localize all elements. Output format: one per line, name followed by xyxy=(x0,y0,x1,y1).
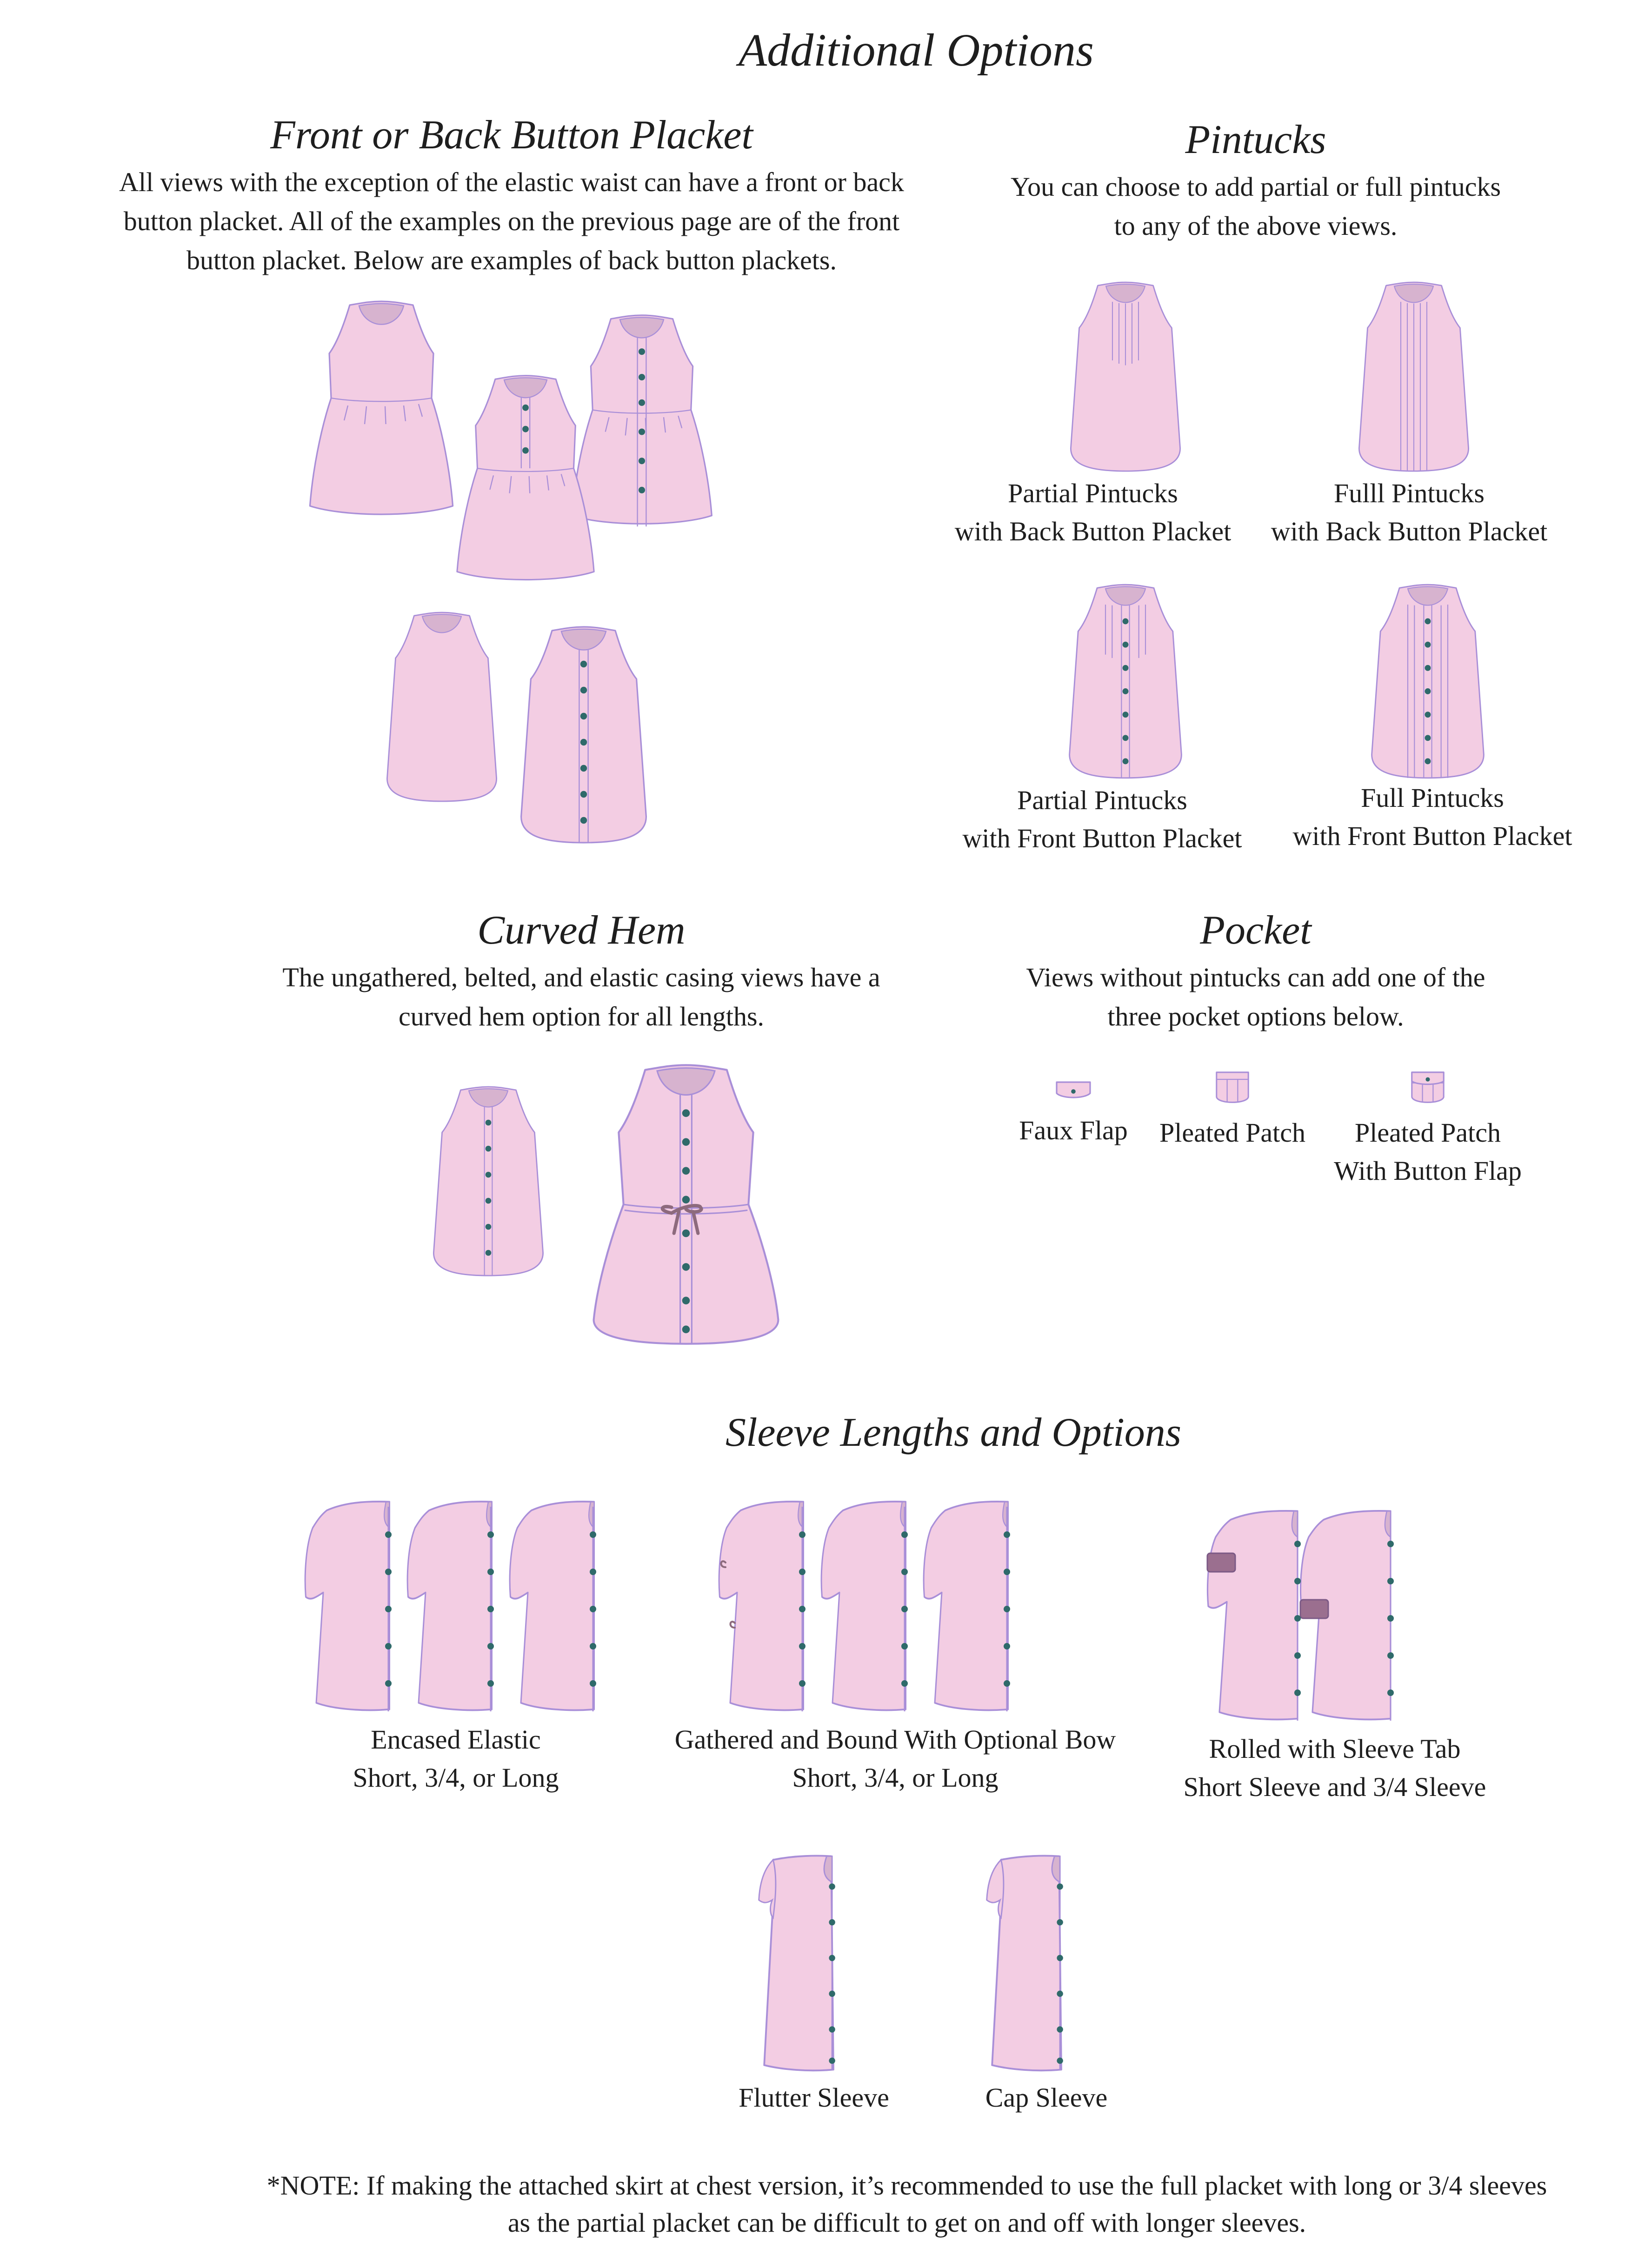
caption-cap-sleeve xyxy=(930,2079,1163,2117)
illustration-full-pintucks-back xyxy=(1325,279,1502,474)
caption-line-2: Short, 3/4, or Long xyxy=(792,1763,999,1793)
illustration-gathered-dress-back-chest xyxy=(442,372,609,586)
caption-encased-elastic xyxy=(302,1721,609,1797)
placket-text-line: All views with the exception of the elastic waist can have a front or back xyxy=(119,167,904,197)
caption-line-2: With Button Flap xyxy=(1334,1156,1522,1186)
caption-flutter-sleeve xyxy=(698,2079,930,2117)
illustration-full-pintucks-front xyxy=(1339,581,1516,781)
faux-flap-pocket-icon xyxy=(1055,1080,1092,1103)
caption-full-pintucks-back xyxy=(1246,474,1572,551)
illustration-partial-pintucks-front xyxy=(1037,581,1214,781)
caption-line-1: Faux Flap xyxy=(1019,1115,1128,1145)
placket-text-line: button placket. Below are examples of back button plackets. xyxy=(186,245,837,275)
caption-line-1: Cap Sleeve xyxy=(985,2082,1108,2113)
caption-rolled-sleeve-tab xyxy=(1149,1730,1521,1806)
caption-line-1: Pleated Patch xyxy=(1159,1117,1306,1148)
pleated-patch-button-flap-pocket-icon xyxy=(1410,1071,1445,1106)
pocket-section-title: Pocket xyxy=(1200,908,1311,953)
caption-line-1: Full Pintucks xyxy=(1361,783,1504,813)
caption-line-2: with Back Button Placket xyxy=(954,516,1232,546)
pocket-section-text xyxy=(930,958,1581,1036)
caption-faux-flap xyxy=(980,1111,1166,1150)
caption-line-1: Flutter Sleeve xyxy=(739,2082,889,2113)
sleeves-section-title: Sleeve Lengths and Options xyxy=(725,1410,1182,1455)
caption-pleated-patch xyxy=(1139,1114,1325,1152)
pintucks-text-line: to any of the above views. xyxy=(1114,211,1398,241)
caption-line-1: Partial Pintucks xyxy=(1008,478,1178,508)
pintucks-section-text xyxy=(884,167,1628,246)
footnote-line: as the partial placket can be difficult to get on and off with longer sleeves. xyxy=(507,2208,1306,2238)
caption-line-2: Short Sleeve and 3/4 Sleeve xyxy=(1183,1772,1486,1802)
curved-hem-text-line: curved hem option for all lengths. xyxy=(398,1001,765,1031)
caption-pleated-patch-button-flap xyxy=(1311,1114,1544,1190)
footnote xyxy=(186,2167,1628,2241)
pintucks-text-line: You can choose to add partial or full pintucks xyxy=(1010,172,1501,202)
caption-line-2: Short, 3/4, or Long xyxy=(353,1763,559,1793)
curved-hem-text-line: The ungathered, belted, and elastic casing views have a xyxy=(282,962,880,992)
curved-hem-section-text xyxy=(209,958,953,1036)
pleated-patch-pocket-icon xyxy=(1215,1071,1250,1106)
illustration-cap-sleeve xyxy=(981,1851,1074,2074)
illustration-encased-elastic-sleeves xyxy=(302,1497,609,1721)
footnote-line: *NOTE: If making the attached skirt at chest version, it’s recommended to use the full placket with long or 3/4 sleeves xyxy=(266,2170,1547,2201)
caption-line-1: Rolled with Sleeve Tab xyxy=(1209,1734,1461,1764)
caption-full-pintucks-front xyxy=(1260,779,1604,855)
caption-partial-pintucks-back xyxy=(930,474,1256,551)
pintucks-section-title: Pintucks xyxy=(1185,117,1326,162)
caption-partial-pintucks-front xyxy=(930,781,1274,858)
caption-line-2: with Front Button Placket xyxy=(962,823,1242,853)
caption-line-2: with Front Button Placket xyxy=(1292,821,1572,851)
illustration-curved-hem-dress-tie xyxy=(586,1060,786,1349)
curved-hem-section-title: Curved Hem xyxy=(477,908,686,953)
caption-line-1: Encased Elastic xyxy=(371,1724,541,1755)
caption-gathered-bound xyxy=(651,1721,1139,1797)
page-title: Additional Options xyxy=(739,24,1094,76)
caption-line-1: Partial Pintucks xyxy=(1017,785,1187,815)
caption-line-1: Fulll Pintucks xyxy=(1334,478,1485,508)
placket-section-title: Front or Back Button Placket xyxy=(270,113,753,158)
illustration-dress-back-placket xyxy=(493,623,674,846)
caption-line-1: Gathered and Bound With Optional Bow xyxy=(674,1724,1116,1755)
illustration-flutter-sleeve xyxy=(753,1851,846,2074)
placket-text-line: button placket. All of the examples on the previous page are of the front xyxy=(123,206,900,236)
caption-line-1: Pleated Patch xyxy=(1354,1117,1501,1148)
illustration-curved-hem-top xyxy=(400,1084,577,1279)
pocket-text-line: three pocket options below. xyxy=(1107,1001,1404,1031)
illustration-partial-pintucks-back xyxy=(1037,279,1214,474)
caption-line-2: with Back Button Placket xyxy=(1271,516,1548,546)
illustration-rolled-sleeve-tab xyxy=(1205,1507,1423,1725)
pocket-text-line: Views without pintucks can add one of the xyxy=(1026,962,1485,992)
illustration-gathered-bound-sleeves xyxy=(716,1497,1023,1721)
placket-section-text xyxy=(70,163,953,280)
